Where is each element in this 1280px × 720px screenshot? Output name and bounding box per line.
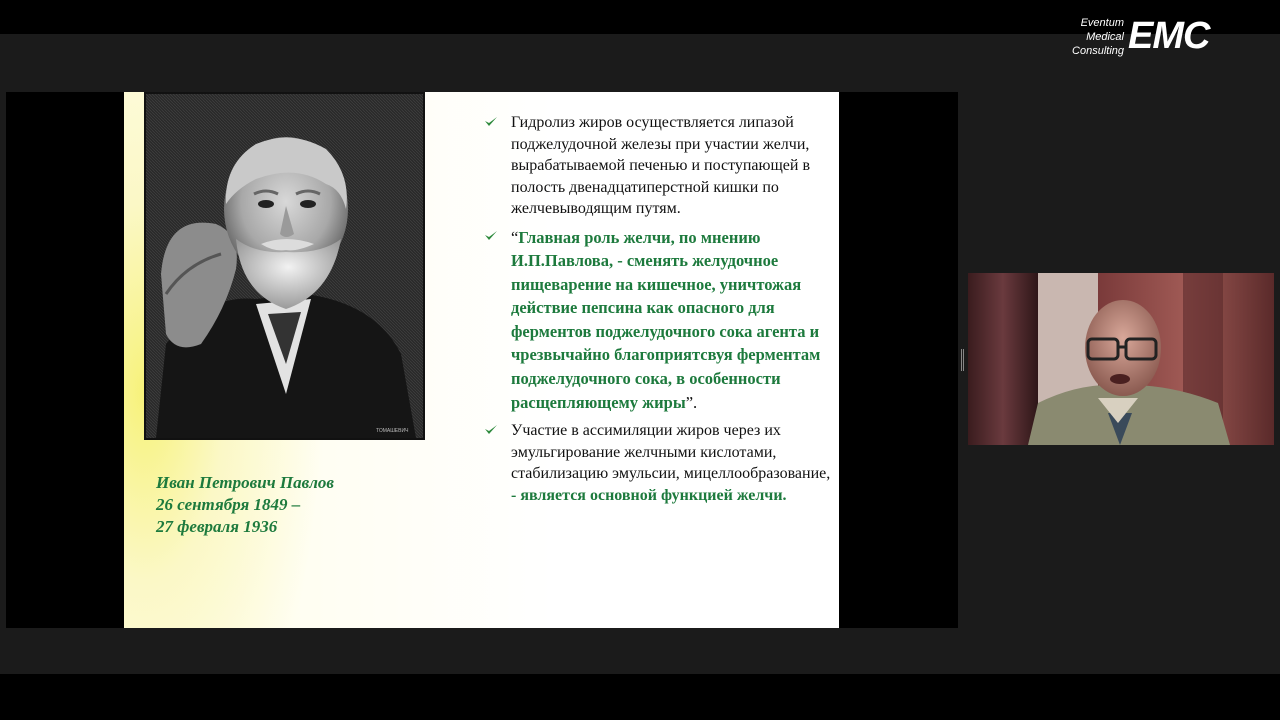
bullet-3-emphasis: - является основной функцией желчи. [511, 486, 787, 504]
bottom-bar [0, 674, 1280, 720]
portrait-caption [156, 472, 334, 538]
logo-text [1060, 16, 1124, 58]
caption-born: 26 сентября 1849 – [156, 495, 301, 514]
bullet-1 [484, 112, 834, 220]
caption-died: 27 февраля 1936 [156, 517, 278, 536]
bullet-2 [484, 226, 834, 415]
quote-close: ”. [685, 392, 698, 412]
bullet-1-text: Гидролиз жиров осуществляется липазой поджелудочной железы при участии желчи, вырабатываемой печенью и поступающей в полость двенадцатиперстной кишки по желчевыводящим путям. [511, 114, 810, 217]
caption-name: Иван Петрович Павлов [156, 473, 335, 492]
checkmark-icon [484, 229, 498, 243]
emc-logo: EMC [1128, 15, 1210, 57]
slide-bullets [484, 112, 834, 512]
bullet-2-text: Главная роль желчи, по мнению И.П.Павлова, - сменять желудочное пищеварение на кишечное, уничтожая действие пепсина как опасного для ферментов поджелудочного сока агента и чрезвычайно благоприятсвуя ферментам поджелудочного сока, в особенности расщепляющему жиры [511, 227, 821, 412]
bullet-3 [484, 420, 834, 506]
checkmark-icon [484, 115, 498, 129]
pavlov-portrait [144, 92, 425, 440]
svg-text:ТОМАШЕВИЧ: ТОМАШЕВИЧ [376, 428, 409, 434]
presentation-slide [124, 92, 839, 628]
speaker-video[interactable] [968, 273, 1274, 445]
checkmark-icon [484, 423, 498, 437]
panel-resize-handle[interactable] [961, 349, 964, 371]
quote-open: “ [511, 227, 519, 247]
logo-line-2: Medical [1086, 31, 1124, 43]
logo-line-1: Eventum [1080, 17, 1124, 29]
logo-line-3: Consulting [1072, 45, 1124, 57]
bullet-3-text: Участие в ассимиляции жиров через их эмульгирование желчными кислотами, стабилизацию эмульсии, мицеллообразование, [511, 422, 831, 483]
